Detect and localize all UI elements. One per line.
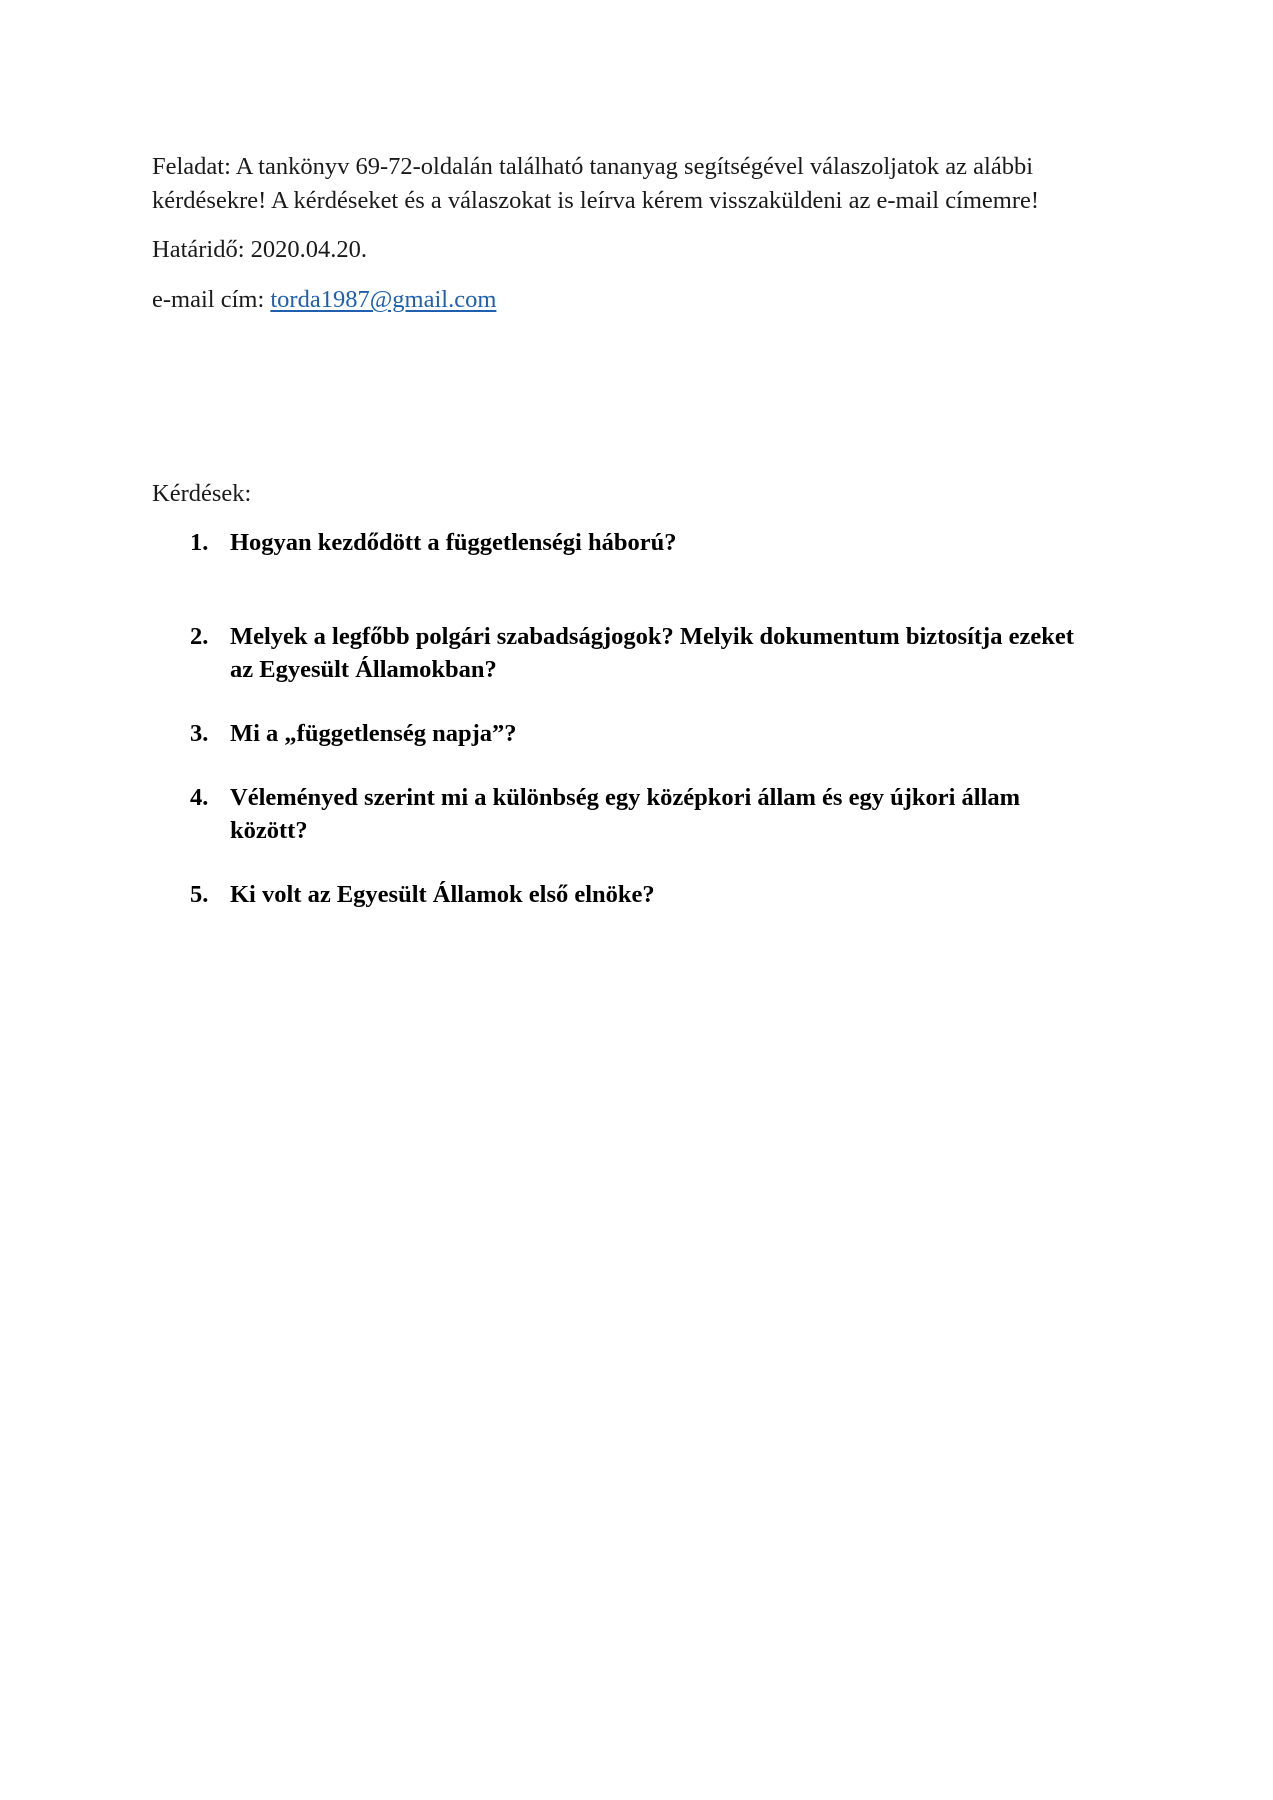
question-text: Melyek a legfőbb polgári szabadságjogok? Melyik dokumentum biztosítja ezeket xyxy=(230,623,1074,650)
question-text-continued: az Egyesült Államokban? xyxy=(230,656,497,683)
question-number: 2. xyxy=(190,623,209,650)
question-item xyxy=(190,717,1150,750)
email-line xyxy=(152,283,1142,317)
question-list xyxy=(190,526,1150,911)
questions-heading: Kérdések: xyxy=(152,480,252,507)
task-description-line-2: kérdésekre! A kérdéseket és a válaszokat is leírva kérem visszaküldeni az e-mail címemre! xyxy=(152,187,1040,214)
question-text-continued: között? xyxy=(230,817,308,844)
deadline: Határidő: 2020.04.20. xyxy=(152,236,368,263)
question-text: Ki volt az Egyesült Államok első elnöke? xyxy=(230,881,655,908)
task-description-line-1: Feladat: A tankönyv 69-72-oldalán található tananyag segítségével válaszoljatok az alábbi xyxy=(152,153,1034,180)
question-item xyxy=(190,526,1150,559)
question-text: Véleményed szerint mi a különbség egy középkori állam és egy újkori állam xyxy=(230,784,1021,811)
question-item xyxy=(190,781,1150,847)
question-number: 1. xyxy=(190,529,209,556)
task-description xyxy=(152,150,1142,218)
question-item xyxy=(190,620,1150,686)
question-number: 4. xyxy=(190,784,209,811)
question-text: Mi a „függetlenség napja”? xyxy=(230,720,517,747)
question-text: Hogyan kezdődött a függetlenségi háború? xyxy=(230,529,677,556)
question-number: 5. xyxy=(190,881,209,908)
question-item xyxy=(190,878,1150,911)
question-number: 3. xyxy=(190,720,209,747)
email-label: e-mail cím: xyxy=(152,286,271,313)
email-link[interactable]: torda1987@gmail.com xyxy=(270,286,497,313)
